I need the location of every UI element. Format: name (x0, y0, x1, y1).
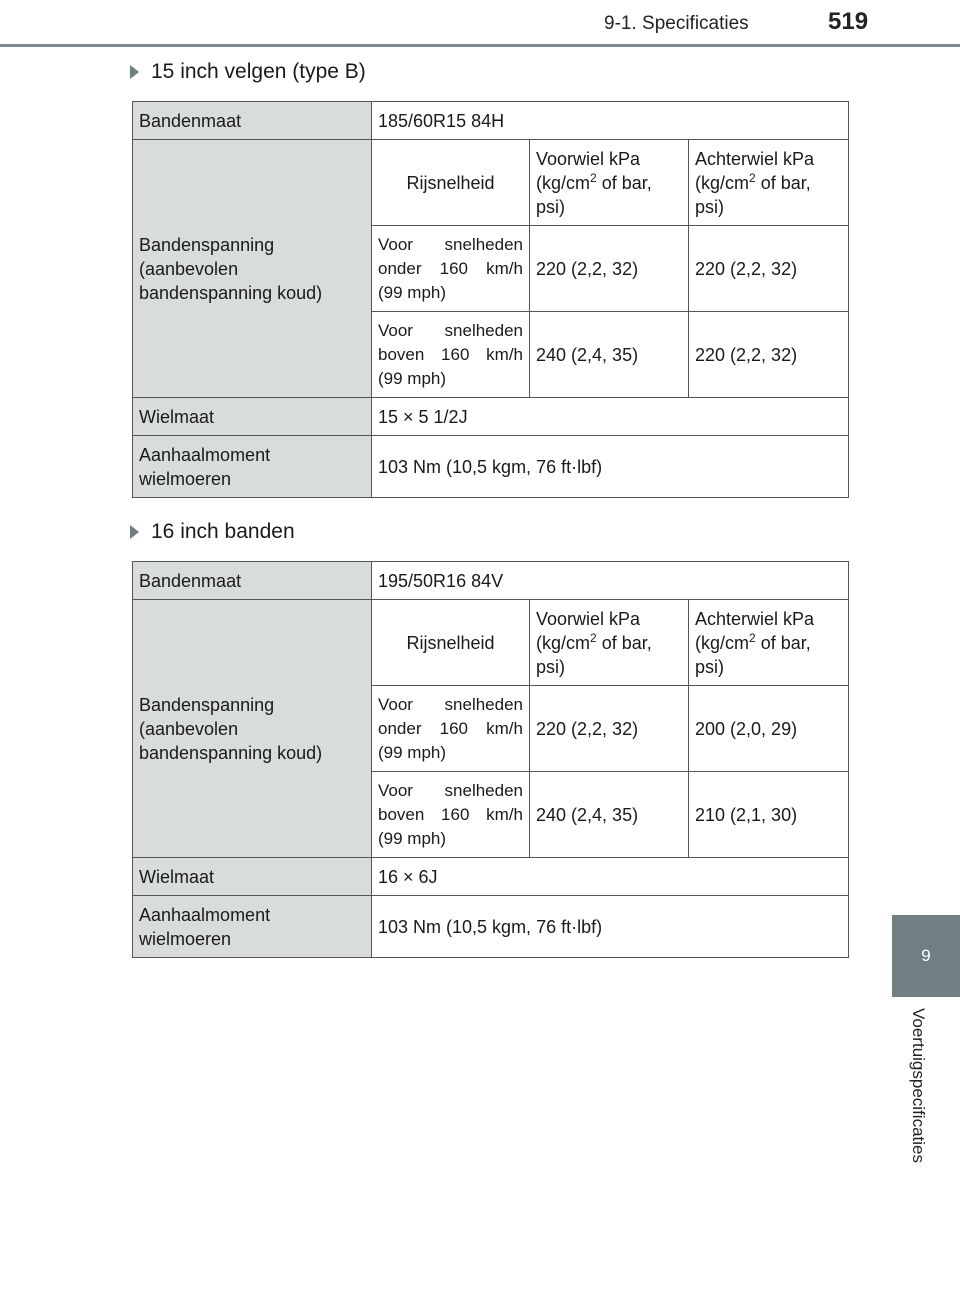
table-row (133, 436, 849, 498)
pressure-label: Bandenspanning (aanbevolen bandenspanning koud) (133, 600, 372, 858)
rear-pressure: 220 (2,2, 32) (689, 226, 849, 312)
speed-header: Rijsnelheid (372, 600, 530, 686)
rear-pressure: 220 (2,2, 32) (689, 312, 849, 398)
torque-value: 103 Nm (10,5 kgm, 76 ft·lbf) (372, 896, 849, 958)
rear-header: Achterwiel kPa ($kg/cm^2$ of bar, psi) (689, 140, 849, 226)
rear-pressure: 200 (2,0, 29) (689, 686, 849, 772)
section-heading-text: 15 inch velgen (type B) (151, 60, 366, 83)
table-row (133, 858, 849, 896)
front-header: Voorwiel kPa ($kg/cm^2$ of bar, psi) (530, 140, 689, 226)
wheel-size-value: 16 × 6J (372, 858, 849, 896)
speed-header: Rijsnelheid (372, 140, 530, 226)
wheel-size-label: Wielmaat (133, 398, 372, 436)
speed-condition: Voor snelheden boven 160 km/h (99 mph) (372, 772, 530, 858)
torque-label: Aanhaalmoment wielmoeren (133, 436, 372, 498)
torque-value: 103 Nm (10,5 kgm, 76 ft·lbf) (372, 436, 849, 498)
spec-table-16-inch (132, 561, 849, 958)
wheel-size-value: 15 × 5 1/2J (372, 398, 849, 436)
rear-pressure: 210 (2,1, 30) (689, 772, 849, 858)
chapter-side-label: Voertuigspecificaties (909, 1008, 928, 1163)
table-row (133, 398, 849, 436)
table-row (133, 600, 849, 686)
chapter-tab[interactable] (892, 915, 960, 997)
header-rule (0, 44, 960, 47)
wheel-size-label: Wielmaat (133, 858, 372, 896)
section-heading-text: 16 inch banden (151, 520, 295, 543)
arrow-right-icon (130, 65, 139, 79)
tire-size-value: 195/50R16 84V (372, 562, 849, 600)
section-heading-16-inch (130, 520, 295, 544)
table-row (133, 562, 849, 600)
section-heading-15-inch (130, 60, 366, 84)
spec-table-15-inch (132, 101, 849, 498)
speed-condition: Voor snelheden boven 160 km/h (99 mph) (372, 312, 530, 398)
torque-label: Aanhaalmoment wielmoeren (133, 896, 372, 958)
pressure-label: Bandenspanning (aanbevolen bandenspanning koud) (133, 140, 372, 398)
speed-condition: Voor snelheden onder 160 km/h (99 mph) (372, 226, 530, 312)
page-number: 519 (828, 8, 869, 35)
chapter-number: 9 (921, 946, 931, 965)
front-pressure: 220 (2,2, 32) (530, 686, 689, 772)
front-header: Voorwiel kPa ($kg/cm^2$ of bar, psi) (530, 600, 689, 686)
front-pressure: 240 (2,4, 35) (530, 312, 689, 398)
tire-size-label: Bandenmaat (133, 562, 372, 600)
table-row (133, 896, 849, 958)
table-row (133, 102, 849, 140)
table-row (133, 140, 849, 226)
speed-condition: Voor snelheden onder 160 km/h (99 mph) (372, 686, 530, 772)
tire-size-value: 185/60R15 84H (372, 102, 849, 140)
arrow-right-icon (130, 525, 139, 539)
front-pressure: 220 (2,2, 32) (530, 226, 689, 312)
rear-header: Achterwiel kPa ($kg/cm^2$ of bar, psi) (689, 600, 849, 686)
header-section-title: 9-1. Specificaties (604, 13, 749, 34)
front-pressure: 240 (2,4, 35) (530, 772, 689, 858)
tire-size-label: Bandenmaat (133, 102, 372, 140)
